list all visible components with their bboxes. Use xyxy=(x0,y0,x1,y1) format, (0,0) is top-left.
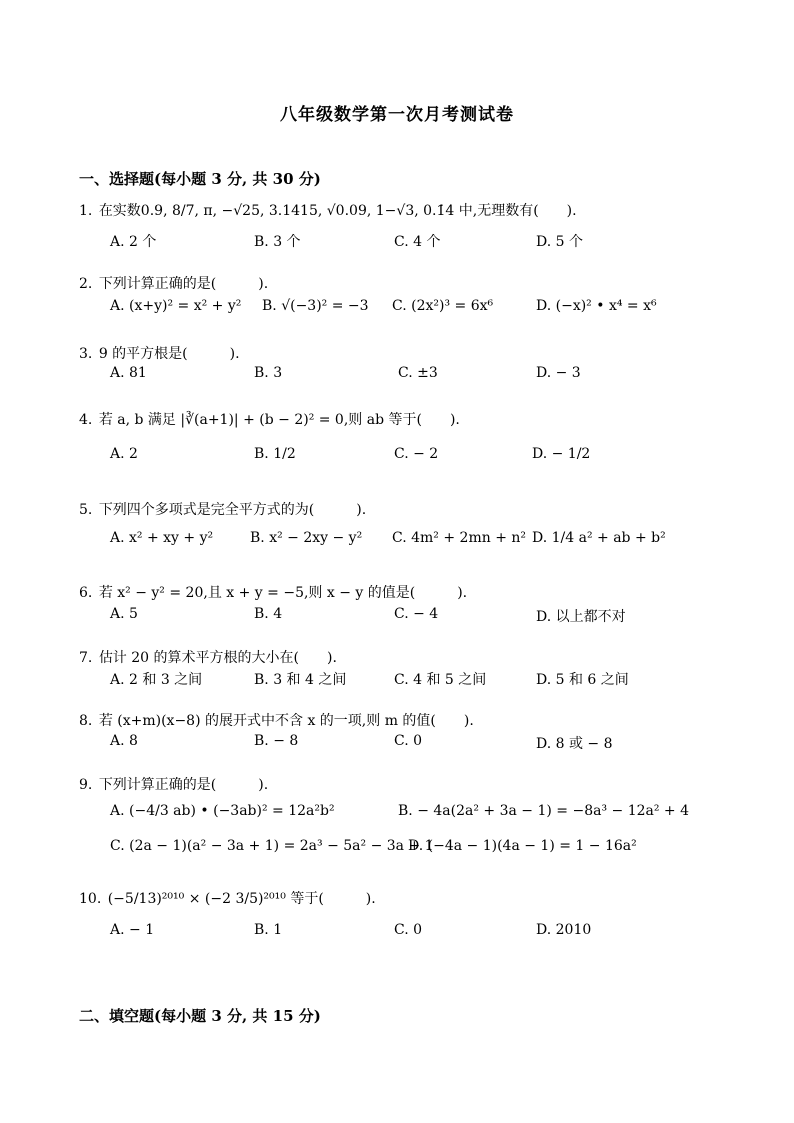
question-stem: 在实数0.9, 8/7, π, −√25, 3.1415, √0.09, 1−√3, 0.1̇4̇ 中,无理数有( ). xyxy=(98,203,577,219)
option-b: B. √(−3)² = −3 xyxy=(262,298,369,314)
question-6 xyxy=(79,582,467,602)
option-a: A. 5 xyxy=(110,606,138,622)
option-c: C. − 2 xyxy=(394,446,439,462)
option-d: D. − 3 xyxy=(536,365,581,381)
option-c: C. 4 和 5 之间 xyxy=(394,672,487,688)
option-c: C. 0 xyxy=(394,733,423,749)
question-3-options xyxy=(110,365,730,385)
question-number: 6. xyxy=(79,585,93,601)
option-b: B. 1/2 xyxy=(254,446,296,462)
option-c: C. 4 个 xyxy=(394,234,441,250)
question-5 xyxy=(79,499,366,519)
question-number: 2. xyxy=(79,276,93,292)
option-b: B. − 8 xyxy=(254,733,299,749)
option-a: A. − 1 xyxy=(110,922,155,938)
question-stem: 9 的平方根是( ). xyxy=(98,346,240,362)
option-b: B. 3 个 xyxy=(254,234,301,250)
option-b: B. 4 xyxy=(254,606,283,622)
question-stem: 下列计算正确的是( ). xyxy=(98,777,269,793)
option-b: B. x² − 2xy − y² xyxy=(250,530,363,546)
question-4-options xyxy=(110,446,730,466)
question-number: 9. xyxy=(79,777,93,793)
option-a: A. (−4/3 ab) • (−3ab)² = 12a²b² xyxy=(110,803,335,819)
question-number: 4. xyxy=(79,412,93,428)
question-number: 3. xyxy=(79,346,93,362)
option-a: A. 81 xyxy=(110,365,147,381)
option-c: C. 4m² + 2mn + n² xyxy=(392,530,526,546)
option-b: B. − 4a(2a² + 3a − 1) = −8a³ − 12a² + 4 xyxy=(398,803,690,819)
question-7 xyxy=(79,647,337,667)
option-d: D. − 1/2 xyxy=(532,446,591,462)
question-2 xyxy=(79,273,268,293)
question-1 xyxy=(79,200,577,220)
option-a: A. 2 和 3 之间 xyxy=(110,672,203,688)
question-8 xyxy=(79,710,474,730)
question-number: 8. xyxy=(79,713,93,729)
question-stem: 若 a, b 满足 |∛(a+1)| + (b − 2)² = 0,则 ab 等于( ). xyxy=(98,412,460,428)
question-number: 5. xyxy=(79,502,93,518)
page-title: 八年级数学第一次月考测试卷 xyxy=(280,105,514,125)
option-a: A. 8 xyxy=(110,733,138,749)
question-4 xyxy=(79,409,460,429)
question-9-options-row-1 xyxy=(110,803,730,823)
question-stem: (−5/13)²⁰¹⁰ × (−2 3/5)²⁰¹⁰ 等于( ). xyxy=(107,891,376,907)
option-b: B. 3 和 4 之间 xyxy=(254,672,347,688)
option-c: C. (2x²)³ = 6x⁶ xyxy=(392,298,494,314)
question-10 xyxy=(79,888,376,908)
question-7-options xyxy=(110,669,730,689)
question-stem: 若 x² − y² = 20,且 x + y = −5,则 x − y 的值是( ). xyxy=(98,585,468,601)
option-d: D. 1/4 a² + ab + b² xyxy=(532,530,666,546)
question-stem: 下列四个多项式是完全平方式的为( ). xyxy=(98,502,367,518)
option-a: A. 2 xyxy=(110,446,138,462)
question-stem: 下列计算正确的是( ). xyxy=(98,276,269,292)
option-c: C. 0 xyxy=(394,922,423,938)
option-d: D. 5 和 6 之间 xyxy=(536,672,629,688)
question-number: 7. xyxy=(79,650,93,666)
option-a: A. (x+y)² = x² + y² xyxy=(110,298,242,314)
option-d: D. (−4a − 1)(4a − 1) = 1 − 16a² xyxy=(408,838,637,854)
question-number: 1. xyxy=(79,203,93,219)
section-heading-fill-in: 二、填空题(每小题 3 分, 共 15 分) xyxy=(79,1007,321,1025)
question-5-options xyxy=(110,530,730,550)
section-heading-choice: 一、选择题(每小题 3 分, 共 30 分) xyxy=(79,170,321,188)
option-d: D. 8 或 − 8 xyxy=(536,736,613,752)
question-8-options xyxy=(110,733,730,753)
option-b: B. 1 xyxy=(254,922,283,938)
option-c: C. (2a − 1)(a² − 3a + 1) = 2a³ − 5a² − 3a + 1 xyxy=(110,838,434,854)
option-c: C. − 4 xyxy=(394,606,439,622)
question-2-options xyxy=(110,298,730,318)
question-stem: 若 (x+m)(x−8) 的展开式中不含 x 的一项,则 m 的值( ). xyxy=(98,713,474,729)
question-3 xyxy=(79,343,240,363)
option-d: D. 2010 xyxy=(536,922,592,938)
question-stem: 估计 20 的算术平方根的大小在( ). xyxy=(98,650,337,666)
option-a: A. x² + xy + y² xyxy=(110,530,214,546)
option-b: B. 3 xyxy=(254,365,283,381)
question-9 xyxy=(79,774,268,794)
question-1-options xyxy=(110,231,730,251)
option-d: D. 5 个 xyxy=(536,234,583,250)
question-10-options xyxy=(110,922,730,942)
option-d: D. 以上都不对 xyxy=(536,609,626,625)
question-9-options-row-2 xyxy=(110,838,730,858)
option-c: C. ±3 xyxy=(398,365,438,381)
option-a: A. 2 个 xyxy=(110,234,157,250)
option-d: D. (−x)² • x⁴ = x⁶ xyxy=(536,298,657,314)
question-6-options xyxy=(110,606,730,626)
question-number: 10. xyxy=(79,891,102,907)
